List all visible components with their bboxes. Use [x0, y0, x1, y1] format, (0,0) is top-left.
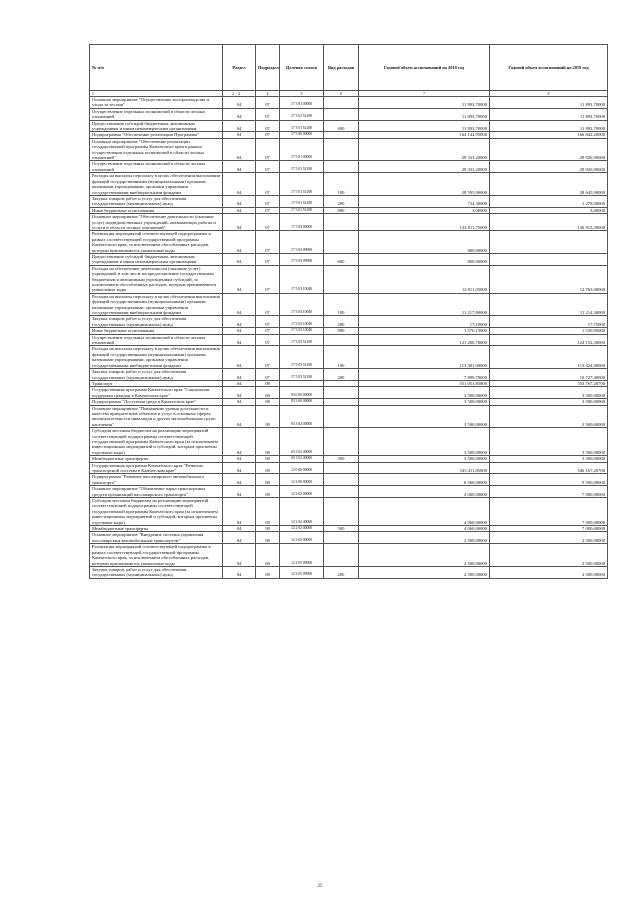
cell-name: Основное мероприятие "Внедрение системы управления пассажирским автомобильным транспортом" [90, 532, 223, 544]
cell-name: Субсидии местным бюджетам на реализацию мероприятий соответствующей подпрограммы соответствующей государственной программы Камчатского края (за исключением инвестиционных мероприятий и субсидий, которым присвоены отдельные коды) [90, 498, 223, 526]
cell-razdel: 04 [223, 544, 256, 567]
cell-name: Расходы на обеспечение деятельности (оказание услуг) учреждений, в том числе на предоставление государственным бюджетным и автономным учреждениям субсидий, за исключением обособленных расходов, которым присваиваются уникальные коды [90, 265, 223, 293]
cell-csr: 12 2 02 00000 [280, 486, 324, 498]
cell-csr: 17 3 01 51290 [280, 108, 324, 120]
cell-podrazdel: 07 [256, 369, 280, 381]
cell-podrazdel: 07 [256, 161, 280, 173]
table-header-row [90, 45, 608, 91]
cell-2019: 7 000,00000 [490, 498, 608, 526]
header-razdel: Раздел [223, 45, 256, 91]
cell-csr: 17 3 01 00000 [280, 97, 324, 109]
cell-csr: 03 0 00 00000 [280, 387, 324, 399]
cell-2019: 2 500,00000 [490, 532, 608, 544]
cell-vr [324, 108, 359, 120]
cell-razdel: 04 [223, 462, 256, 474]
cell-podrazdel: 08 [256, 544, 280, 567]
cell-name: Государственная программа Камчатского края "Развитие транспортной системы в Камчатском крае" [90, 462, 223, 474]
cell-2019: 11 893,70000 [490, 97, 608, 109]
cell-vr: 100 [324, 293, 359, 316]
cell-2018: 11 893,70000 [359, 120, 490, 132]
cell-name: Закупка товаров, работ и услуг для обеспечения государственных (муниципальных) нужд [90, 566, 223, 578]
header-2019: Годовой объем ассигнований на 2019 год [490, 45, 608, 91]
cell-razdel: 04 [223, 161, 256, 173]
cell-razdel: 04 [223, 456, 256, 462]
cell-podrazdel: 08 [256, 428, 280, 456]
cell-razdel: 04 [223, 532, 256, 544]
cell-2018: 3 500,00000 [359, 399, 490, 405]
cell-vr [324, 405, 359, 428]
cell-name: Основное мероприятие "Осуществление воспроизводства и ухода за лесами" [90, 97, 223, 109]
cell-vr: 600 [324, 120, 359, 132]
cell-podrazdel: 07 [256, 207, 280, 213]
cell-2019: 546 167,20700 [490, 462, 608, 474]
cell-podrazdel: 08 [256, 380, 280, 386]
cell-razdel: 04 [223, 231, 256, 254]
table-row [90, 486, 608, 498]
cell-razdel: 04 [223, 138, 256, 161]
cell-2018: 2 500,00000 [359, 566, 490, 578]
page-number: 25 [317, 884, 323, 889]
cell-csr: 12 2 02 40060 [280, 498, 324, 526]
cell-csr: 17 5 03 09990 [280, 231, 324, 254]
table-body [90, 97, 608, 579]
cell-name: Осуществление отдельных полномочий в области лесных отношений [90, 108, 223, 120]
table-row [90, 405, 608, 428]
cell-2019: 1 278,00000 [490, 195, 608, 207]
cell-vr: 200 [324, 566, 359, 578]
cell-csr: 17 3 01 51290 [280, 120, 324, 132]
cell-podrazdel: 07 [256, 132, 280, 138]
budget-table-container [89, 44, 607, 579]
cell-2019: 113 424,90000 [490, 346, 608, 369]
cell-csr: 17 5 03 10040 [280, 293, 324, 316]
cell-csr: 17 5 01 51290 [280, 161, 324, 173]
table-row [90, 138, 608, 161]
cell-2018: 543 411,85800 [359, 462, 490, 474]
table-row [90, 387, 608, 399]
column-number: 1 [90, 91, 223, 97]
cell-2018: 113 301,00000 [359, 346, 490, 369]
cell-podrazdel: 08 [256, 399, 280, 405]
cell-csr: 17 5 03 51290 [280, 369, 324, 381]
cell-name: Осуществление отдельных полномочий в области лесных отношений [90, 334, 223, 346]
cell-podrazdel: 08 [256, 462, 280, 474]
column-number: 8 [490, 91, 608, 97]
cell-razdel: 04 [223, 566, 256, 578]
cell-2019: 124 152,30000 [490, 334, 608, 346]
cell-vr: 100 [324, 173, 359, 196]
cell-razdel: 04 [223, 369, 256, 381]
cell-vr [324, 265, 359, 293]
table-row [90, 253, 608, 265]
cell-csr: 17 5 01 51290 [280, 207, 324, 213]
cell-vr [324, 97, 359, 109]
cell-2019: 9 500,00000 [490, 474, 608, 486]
cell-csr: 03 3 02 40060 [280, 456, 324, 462]
cell-podrazdel: 07 [256, 265, 280, 293]
cell-razdel: 04 [223, 380, 256, 386]
cell-csr: 17 5 01 51290 [280, 195, 324, 207]
cell-podrazdel: 07 [256, 97, 280, 109]
cell-podrazdel: 07 [256, 231, 280, 254]
cell-csr: 17 5 01 51290 [280, 173, 324, 196]
cell-vr [324, 544, 359, 567]
cell-razdel: 04 [223, 486, 256, 498]
cell-2018: 11 893,70000 [359, 97, 490, 109]
cell-vr [324, 486, 359, 498]
cell-razdel: 04 [223, 97, 256, 109]
cell-podrazdel: 07 [256, 173, 280, 196]
cell-name: Предоставление субсидий бюджетным, автономным учреждениям и иным некоммерческим организациям [90, 120, 223, 132]
cell-vr: 600 [324, 253, 359, 265]
cell-vr: 500 [324, 526, 359, 532]
cell-2018: 800,00000 [359, 231, 490, 254]
cell-podrazdel: 07 [256, 316, 280, 328]
cell-vr: 200 [324, 369, 359, 381]
column-number: 3 [223, 91, 256, 97]
cell-razdel: 04 [223, 474, 256, 486]
cell-razdel: 04 [223, 108, 256, 120]
cell-podrazdel: 08 [256, 566, 280, 578]
cell-name: Подпрограмма "Развитие пассажирского автомобильного транспорта" [90, 474, 223, 486]
cell-csr: 03 3 02 40060 [280, 428, 324, 456]
cell-csr: 12 2 05 09990 [280, 566, 324, 578]
cell-csr: 12 2 05 00000 [280, 532, 324, 544]
table-row [90, 161, 608, 173]
cell-2019: 28 645,90000 [490, 173, 608, 196]
cell-name: Государственная программа Камчатского края "Социальная поддержка граждан в Камчатском крае" [90, 387, 223, 399]
cell-vr [324, 428, 359, 456]
cell-razdel: 04 [223, 334, 256, 346]
cell-razdel: 04 [223, 346, 256, 369]
cell-2018: 3 500,00000 [359, 428, 490, 456]
cell-podrazdel: 07 [256, 253, 280, 265]
cell-name: Основное мероприятие "Обновление парка транспортных средств организаций пассажирского транспорта" [90, 486, 223, 498]
cell-podrazdel: 07 [256, 334, 280, 346]
cell-name: Межбюджетные трансферты [90, 526, 223, 532]
cell-2018: 2 500,00000 [359, 532, 490, 544]
cell-2019: 3 500,00000 [490, 405, 608, 428]
cell-podrazdel: 07 [256, 346, 280, 369]
table-row [90, 369, 608, 381]
cell-name: Иные бюджетные ассигнования [90, 207, 223, 213]
header-vr: Вид расходов [324, 45, 359, 91]
cell-razdel: 04 [223, 132, 256, 138]
cell-2019: 2 500,00000 [490, 566, 608, 578]
cell-razdel: 04 [223, 293, 256, 316]
cell-podrazdel: 07 [256, 138, 280, 161]
cell-2018: 29 333,20000 [359, 138, 490, 161]
cell-razdel: 04 [223, 253, 256, 265]
cell-razdel: 04 [223, 316, 256, 328]
table-row [90, 498, 608, 526]
cell-vr: 800 [324, 207, 359, 213]
header-csr: Целевая статья [280, 45, 324, 91]
cell-2019 [490, 253, 608, 265]
cell-name: Подпрограмма "Обеспечение реализации Программы" [90, 132, 223, 138]
cell-2019 [490, 231, 608, 254]
table-row [90, 462, 608, 474]
cell-razdel: 04 [223, 265, 256, 293]
cell-podrazdel: 08 [256, 498, 280, 526]
cell-name: Расходы на выплаты персоналу в целях обеспечения выполнения функций государственными (муниципальными) органами, казенными учреждениями, органами управления государственными внебюджетными фондами [90, 293, 223, 316]
cell-csr: 03 3 00 00000 [280, 399, 324, 405]
cell-vr [324, 214, 359, 231]
table-row [90, 293, 608, 316]
table-row [90, 346, 608, 369]
cell-2019: 166 842,20000 [490, 132, 608, 138]
cell-2019: 11 214,30000 [490, 293, 608, 316]
cell-2018: 3 500,00000 [359, 387, 490, 399]
cell-name: Основное мероприятие "Обеспечение реализации государственной программы Камчатского края в рамках осуществления отдельных полномочий в области лесных отношений" [90, 138, 223, 161]
cell-2018: 4 060,00000 [359, 486, 490, 498]
cell-vr: 200 [324, 195, 359, 207]
cell-razdel: 04 [223, 387, 256, 399]
table-row [90, 108, 608, 120]
cell-podrazdel: 07 [256, 108, 280, 120]
cell-csr: 17 5 03 10040 [280, 316, 324, 328]
cell-razdel: 04 [223, 214, 256, 231]
cell-name: Расходы на выплаты персоналу в целях обеспечения выполнения функций государственными (муниципальными) органами, казенными учреждениями, органами управления государственными внебюджетными фондами [90, 173, 223, 196]
cell-vr: 100 [324, 346, 359, 369]
table-row [90, 173, 608, 196]
cell-vr [324, 498, 359, 526]
cell-razdel: 04 [223, 328, 256, 334]
cell-vr [324, 532, 359, 544]
budget-table [89, 44, 608, 579]
table-row [90, 231, 608, 254]
cell-2019: 12 763,00000 [490, 265, 608, 293]
cell-2019: 3,00000 [490, 207, 608, 213]
cell-2019: 11 893,70000 [490, 108, 608, 120]
cell-name: Закупка товаров, работ и услуг для обеспечения государственных (муниципальных) нужд [90, 195, 223, 207]
cell-razdel: 04 [223, 399, 256, 405]
column-number: 6 [324, 91, 359, 97]
table-row [90, 265, 608, 293]
cell-razdel: 04 [223, 173, 256, 196]
table-row [90, 97, 608, 109]
cell-csr: 17 5 03 10040 [280, 265, 324, 293]
cell-name: Реализация мероприятий соответствующей подпрограммы в рамках соответствующей государственной программы Камчатского края, за исключением обособленных расходов, которым присваиваются уникальные коды [90, 231, 223, 254]
cell-name: Осуществление отдельных полномочий в области лесных отношений [90, 161, 223, 173]
cell-2018: 4 060,00000 [359, 498, 490, 526]
cell-csr: 17 5 03 09990 [280, 253, 324, 265]
cell-vr [324, 138, 359, 161]
cell-2019: 7 000,00000 [490, 486, 608, 498]
cell-2018: 800,00000 [359, 253, 490, 265]
cell-2018: 29 333,20000 [359, 161, 490, 173]
cell-2018: 2 500,00000 [359, 544, 490, 567]
cell-name: Реализация мероприятий соответствующей подпрограммы в рамках соответствующей государственной программы Камчатского края, за исключением обособленных расходов, которым присваиваются уникальные коды [90, 544, 223, 567]
cell-razdel: 04 [223, 498, 256, 526]
cell-2018: 6 560,00000 [359, 474, 490, 486]
cell-2019: 29 926,90000 [490, 161, 608, 173]
header-name: № п/п [90, 45, 223, 91]
cell-podrazdel: 07 [256, 120, 280, 132]
cell-2019: 29 926,90000 [490, 138, 608, 161]
cell-podrazdel: 07 [256, 214, 280, 231]
cell-vr: 200 [324, 316, 359, 328]
cell-csr: 12 0 00 00000 [280, 462, 324, 474]
cell-razdel: 04 [223, 405, 256, 428]
cell-csr: 12 2 02 40060 [280, 526, 324, 532]
table-row [90, 316, 608, 328]
cell-csr: 17 5 03 00000 [280, 214, 324, 231]
cell-name: Расходы на выплаты персоналу в целях обеспечения выполнения функций государственными (муниципальными) органами, казенными учреждениями, органами управления государственными внебюджетными фондами [90, 346, 223, 369]
column-number-2: 2 [232, 91, 234, 96]
cell-csr: 17 5 03 10040 [280, 328, 324, 334]
cell-csr: 03 3 02 00000 [280, 405, 324, 428]
cell-2019: 7 000,00000 [490, 526, 608, 532]
cell-vr [324, 462, 359, 474]
cell-name: Транспорт [90, 380, 223, 386]
table-row [90, 120, 608, 132]
cell-podrazdel: 07 [256, 195, 280, 207]
cell-2018: 12 811,05000 [359, 265, 490, 293]
cell-2018: 4 060,00000 [359, 526, 490, 532]
cell-vr: 800 [324, 328, 359, 334]
cell-2019: 1 530,95000 [490, 328, 608, 334]
cell-csr: 12 2 05 09990 [280, 544, 324, 567]
cell-2019: 11 893,70000 [490, 120, 608, 132]
cell-name: Предоставление субсидий бюджетным, автономным учреждениям и иным некоммерческим организациям [90, 253, 223, 265]
table-row [90, 195, 608, 207]
column-number: 7 [359, 91, 490, 97]
cell-2018: 164 144,95000 [359, 132, 490, 138]
cell-razdel: 04 [223, 120, 256, 132]
cell-name: Иные бюджетные ассигнования [90, 328, 223, 334]
table-row [90, 544, 608, 567]
cell-csr: 17 5 00 00000 [280, 132, 324, 138]
cell-2019: 3 500,00000 [490, 399, 608, 405]
cell-2018: 3 500,00000 [359, 456, 490, 462]
cell-2019: 2 500,00000 [490, 544, 608, 567]
cell-2018: 7 899,70000 [359, 369, 490, 381]
cell-razdel: 04 [223, 526, 256, 532]
cell-name: Основное мероприятие "Повышение уровня доступности и качества приоритетных объектов и услуг в основных сферах жизнедеятельности инвалидов и других маломобильных групп населения" [90, 405, 223, 428]
cell-2018: 121 200,70000 [359, 334, 490, 346]
cell-vr [324, 161, 359, 173]
column-number: 4 [256, 91, 280, 97]
cell-2018: 11 217,80000 [359, 293, 490, 316]
cell-podrazdel: 08 [256, 456, 280, 462]
cell-name: Подпрограмма "Доступная среда в Камчатском крае" [90, 399, 223, 405]
cell-2018: 11 893,70000 [359, 108, 490, 120]
cell-2019: 3 500,00000 [490, 428, 608, 456]
cell-csr: 12 2 00 00000 [280, 474, 324, 486]
cell-podrazdel: 08 [256, 486, 280, 498]
cell-csr: 17 5 01 00000 [280, 138, 324, 161]
cell-name: Субсидии местным бюджетам на реализацию мероприятий соответствующей подпрограммы соответствующей государственной программы Камчатского края (за исключением инвестиционных мероприятий и субсидий, которым присвоены отдельные коды) [90, 428, 223, 456]
cell-2018: 134 811,75000 [359, 214, 490, 231]
cell-podrazdel: 08 [256, 474, 280, 486]
cell-razdel: 04 [223, 207, 256, 213]
cell-name: Межбюджетные трансферты [90, 456, 223, 462]
cell-vr [324, 387, 359, 399]
cell-2018: 3,00000 [359, 207, 490, 213]
table-row [90, 566, 608, 578]
cell-csr: 17 5 03 51290 [280, 346, 324, 369]
table-row [90, 428, 608, 456]
table-row [90, 334, 608, 346]
cell-name: Основное мероприятие "Обеспечение деятельности (оказание услуг) подведомственных учреждений, оказывающих работы и услуги в области лесных отношений" [90, 214, 223, 231]
cell-2019: 3 500,00000 [490, 387, 608, 399]
cell-vr [324, 334, 359, 346]
cell-razdel: 04 [223, 428, 256, 456]
cell-name: Закупка товаров, работ и услуг для обеспечения государственных (муниципальных) нужд [90, 369, 223, 381]
column-number: 5 [280, 91, 324, 97]
cell-podrazdel: 08 [256, 526, 280, 532]
cell-razdel: 04 [223, 195, 256, 207]
cell-2019: 17,75000 [490, 316, 608, 328]
cell-2019: 136 915,30000 [490, 214, 608, 231]
cell-name: Закупка товаров, работ и услуг для обеспечения государственных (муниципальных) нужд [90, 316, 223, 328]
cell-2018: 28 595,90000 [359, 173, 490, 196]
cell-csr: 17 5 03 51290 [280, 334, 324, 346]
cell-2019: 553 767,20700 [490, 380, 608, 386]
cell-2018: 734,30000 [359, 195, 490, 207]
table-row [90, 214, 608, 231]
table-row [90, 474, 608, 486]
cell-vr [324, 231, 359, 254]
cell-podrazdel: 07 [256, 293, 280, 316]
cell-2019: 3 500,00000 [490, 456, 608, 462]
table-row [90, 532, 608, 544]
cell-vr [324, 474, 359, 486]
cell-2018: 1 576,15000 [359, 328, 490, 334]
cell-podrazdel: 08 [256, 405, 280, 428]
header-podrazdel: Подраздел [256, 45, 280, 91]
cell-podrazdel: 07 [256, 328, 280, 334]
cell-2018: 3 500,00000 [359, 405, 490, 428]
header-2018: Годовой объем ассигнований на 2018 год [359, 45, 490, 91]
cell-2018: 551 051,85800 [359, 380, 490, 386]
cell-podrazdel: 08 [256, 387, 280, 399]
cell-podrazdel: 08 [256, 532, 280, 544]
cell-2018: 17,10000 [359, 316, 490, 328]
cell-2019: 10 727,40000 [490, 369, 608, 381]
cell-vr: 500 [324, 456, 359, 462]
